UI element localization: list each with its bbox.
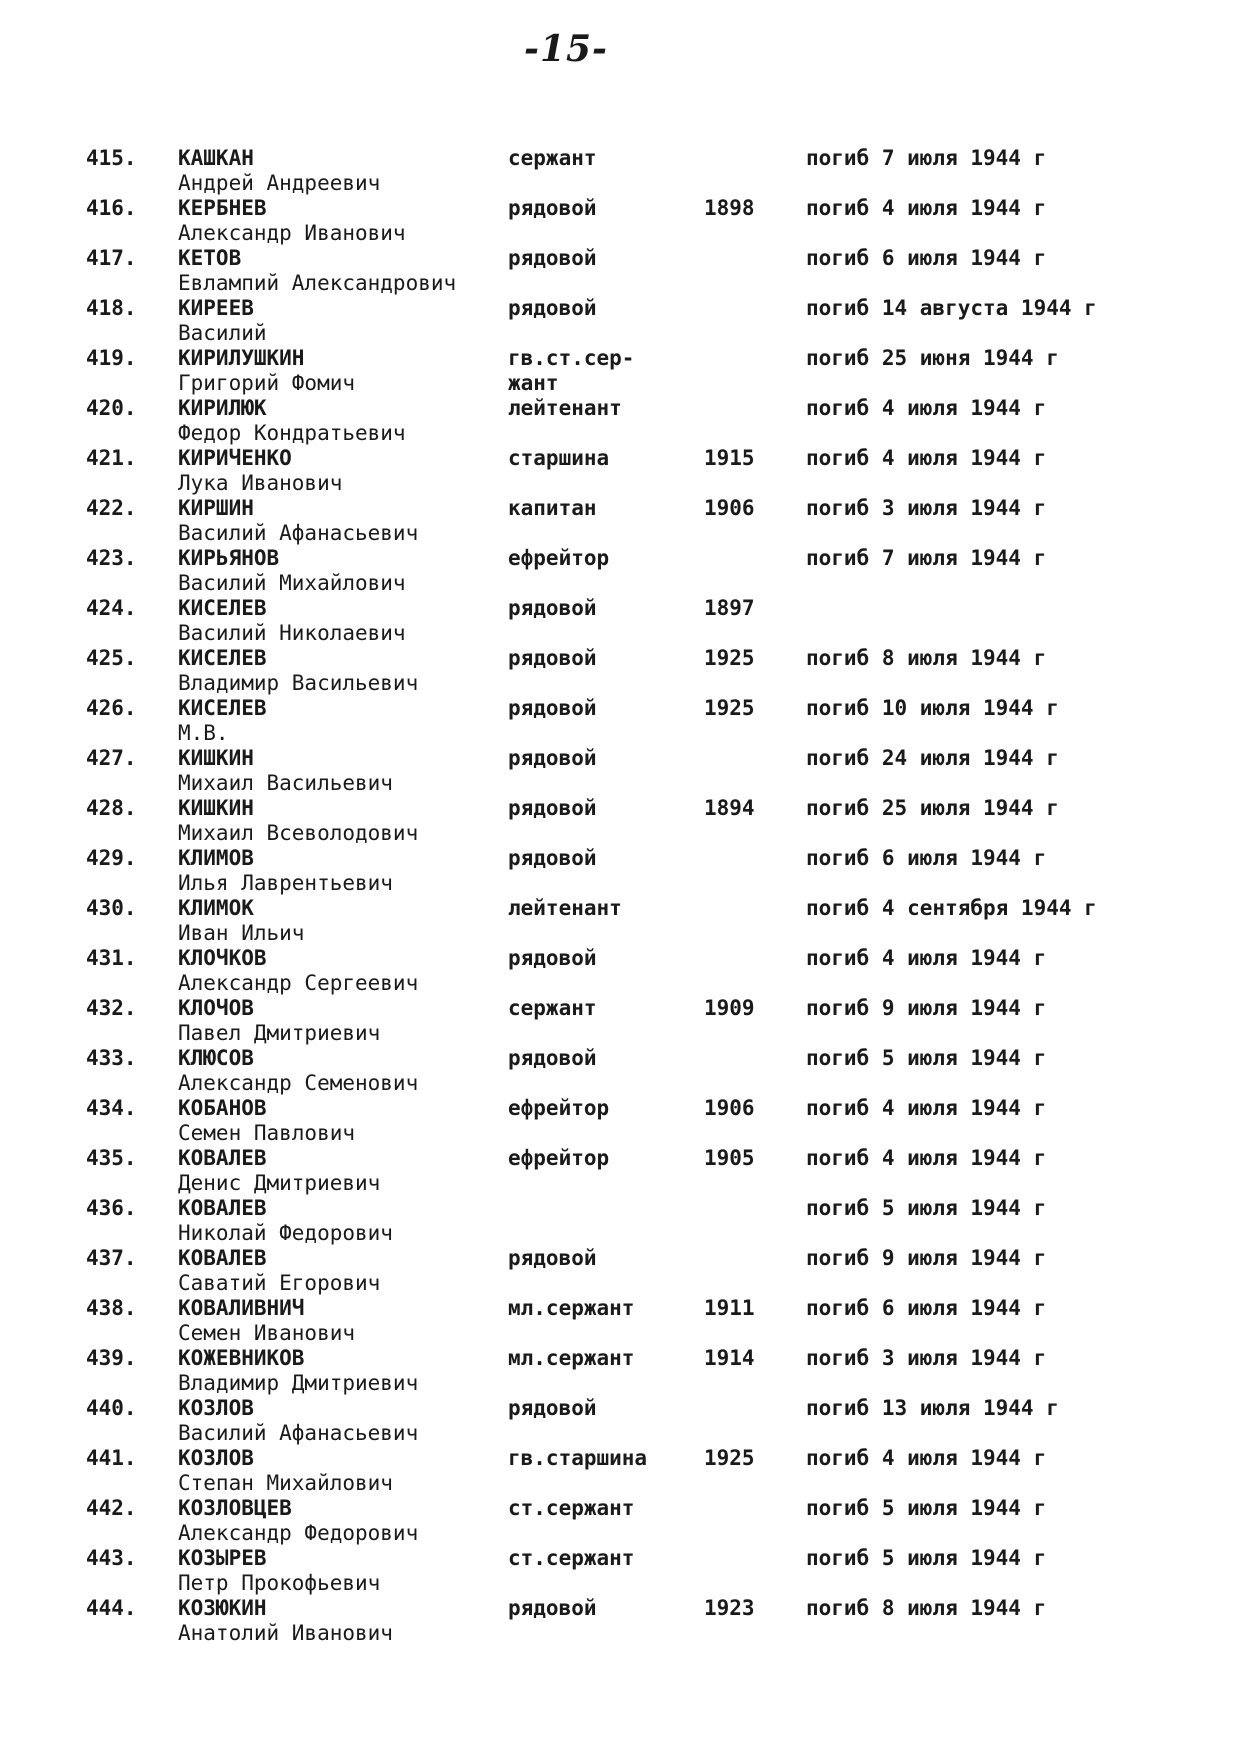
list-item xyxy=(0,1346,1236,1396)
list-item xyxy=(0,246,1236,296)
birth-year: 1897 xyxy=(704,596,755,620)
list-item xyxy=(0,446,1236,496)
given-names: Павел Дмитриевич xyxy=(178,1021,381,1045)
given-names: Денис Дмитриевич xyxy=(178,1171,381,1195)
birth-year: 1905 xyxy=(704,1146,755,1170)
fate: погиб 9 июля 1944 г xyxy=(806,1246,1047,1270)
list-item xyxy=(0,496,1236,546)
surname: КОЗЮКИН xyxy=(178,1596,267,1620)
entry-number: 430. xyxy=(86,896,137,920)
rank: рядовой xyxy=(508,746,597,770)
fate: погиб 6 июля 1944 г xyxy=(806,1296,1047,1320)
rank: рядовой xyxy=(508,1246,597,1270)
rank: рядовой xyxy=(508,246,597,270)
entry-number: 418. xyxy=(86,296,137,320)
rank: ефрейтор xyxy=(508,546,610,570)
list-item xyxy=(0,1296,1236,1346)
entry-number: 428. xyxy=(86,796,137,820)
list-item xyxy=(0,346,1236,396)
list-item xyxy=(0,1496,1236,1546)
fate: погиб 3 июля 1944 г xyxy=(806,1346,1047,1370)
rank: рядовой xyxy=(508,646,597,670)
given-names: Федор Кондратьевич xyxy=(178,421,406,445)
fate: погиб 7 июля 1944 г xyxy=(806,546,1047,570)
surname: КЕТОВ xyxy=(178,246,242,270)
rank: ст.сержант xyxy=(508,1546,635,1570)
birth-year: 1894 xyxy=(704,796,755,820)
given-names: Василий Афанасьевич xyxy=(178,521,419,545)
surname: КОВАЛЕВ xyxy=(178,1196,267,1220)
surname: КОВАЛЕВ xyxy=(178,1146,267,1170)
given-names: Лука Иванович xyxy=(178,471,343,495)
given-names: Владимир Дмитриевич xyxy=(178,1371,419,1395)
given-names: Петр Прокофьевич xyxy=(178,1571,381,1595)
surname: КЛИМОВ xyxy=(178,846,254,870)
rank: лейтенант xyxy=(508,896,622,920)
rank: рядовой xyxy=(508,196,597,220)
given-names: Василий Михайлович xyxy=(178,571,406,595)
fate: погиб 5 июля 1944 г xyxy=(806,1546,1047,1570)
given-names: Михаил Всеволодович xyxy=(178,821,419,845)
surname: КОБАНОВ xyxy=(178,1096,267,1120)
given-names: Евлампий Александрович xyxy=(178,271,457,295)
fate: погиб 4 июля 1944 г xyxy=(806,946,1047,970)
entry-number: 420. xyxy=(86,396,137,420)
surname: КИШКИН xyxy=(178,796,254,820)
birth-year: 1915 xyxy=(704,446,755,470)
rank: рядовой xyxy=(508,696,597,720)
list-item xyxy=(0,746,1236,796)
birth-year: 1923 xyxy=(704,1596,755,1620)
rank-continuation: жант xyxy=(508,371,559,395)
entry-number: 435. xyxy=(86,1146,137,1170)
list-item xyxy=(0,1246,1236,1296)
given-names: Василий Афанасьевич xyxy=(178,1421,419,1445)
fate: погиб 13 июля 1944 г xyxy=(806,1396,1059,1420)
rank: сержант xyxy=(508,996,597,1020)
birth-year: 1906 xyxy=(704,496,755,520)
list-item xyxy=(0,946,1236,996)
rank: ефрейтор xyxy=(508,1096,610,1120)
rank: рядовой xyxy=(508,1046,597,1070)
surname: КИРИЧЕНКО xyxy=(178,446,292,470)
casualty-list xyxy=(0,146,1236,1646)
given-names: Василий Николаевич xyxy=(178,621,406,645)
entry-number: 439. xyxy=(86,1346,137,1370)
fate: погиб 8 июля 1944 г xyxy=(806,1596,1047,1620)
fate: погиб 7 июля 1944 г xyxy=(806,146,1047,170)
entry-number: 441. xyxy=(86,1446,137,1470)
birth-year: 1911 xyxy=(704,1296,755,1320)
fate: погиб 6 июля 1944 г xyxy=(806,846,1047,870)
page-number: -15- xyxy=(524,28,608,70)
given-names: Николай Федорович xyxy=(178,1221,393,1245)
list-item xyxy=(0,396,1236,446)
birth-year: 1925 xyxy=(704,696,755,720)
list-item xyxy=(0,1096,1236,1146)
list-item xyxy=(0,846,1236,896)
surname: КЛЮСОВ xyxy=(178,1046,254,1070)
surname: КОЗЛОВЦЕВ xyxy=(178,1496,292,1520)
list-item xyxy=(0,1396,1236,1446)
list-item xyxy=(0,896,1236,946)
entry-number: 432. xyxy=(86,996,137,1020)
rank: рядовой xyxy=(508,946,597,970)
rank: рядовой xyxy=(508,296,597,320)
given-names: Иван Ильич xyxy=(178,921,305,945)
rank: мл.сержант xyxy=(508,1296,635,1320)
given-names: Саватий Егорович xyxy=(178,1271,381,1295)
list-item xyxy=(0,1046,1236,1096)
given-names: Семен Иванович xyxy=(178,1321,356,1345)
birth-year: 1909 xyxy=(704,996,755,1020)
surname: КОВАЛЕВ xyxy=(178,1246,267,1270)
birth-year: 1914 xyxy=(704,1346,755,1370)
surname: КИСЕЛЕВ xyxy=(178,596,267,620)
birth-year: 1925 xyxy=(704,1446,755,1470)
rank: старшина xyxy=(508,446,610,470)
fate: погиб 4 июля 1944 г xyxy=(806,396,1047,420)
list-item xyxy=(0,646,1236,696)
surname: КОЖЕВНИКОВ xyxy=(178,1346,305,1370)
fate: погиб 5 июля 1944 г xyxy=(806,1046,1047,1070)
given-names: Анатолий Иванович xyxy=(178,1621,393,1645)
list-item xyxy=(0,146,1236,196)
list-item xyxy=(0,1446,1236,1496)
list-item xyxy=(0,546,1236,596)
fate: погиб 5 июля 1944 г xyxy=(806,1196,1047,1220)
rank: капитан xyxy=(508,496,597,520)
given-names: М.В. xyxy=(178,721,229,745)
list-item xyxy=(0,196,1236,246)
entry-number: 438. xyxy=(86,1296,137,1320)
entry-number: 423. xyxy=(86,546,137,570)
surname: КОЗЛОВ xyxy=(178,1396,254,1420)
entry-number: 425. xyxy=(86,646,137,670)
birth-year: 1925 xyxy=(704,646,755,670)
surname: КОВАЛИВНИЧ xyxy=(178,1296,305,1320)
entry-number: 431. xyxy=(86,946,137,970)
rank: ст.сержант xyxy=(508,1496,635,1520)
list-item xyxy=(0,1596,1236,1646)
surname: КОЗЛОВ xyxy=(178,1446,254,1470)
list-item xyxy=(0,1196,1236,1246)
given-names: Степан Михайлович xyxy=(178,1471,393,1495)
entry-number: 436. xyxy=(86,1196,137,1220)
entry-number: 443. xyxy=(86,1546,137,1570)
surname: КЛОЧОВ xyxy=(178,996,254,1020)
entry-number: 416. xyxy=(86,196,137,220)
fate: погиб 4 июля 1944 г xyxy=(806,1096,1047,1120)
list-item xyxy=(0,796,1236,846)
fate: погиб 4 июля 1944 г xyxy=(806,1446,1047,1470)
rank: рядовой xyxy=(508,596,597,620)
given-names: Александр Иванович xyxy=(178,221,406,245)
surname: КЛИМОК xyxy=(178,896,254,920)
given-names: Михаил Васильевич xyxy=(178,771,393,795)
list-item xyxy=(0,1146,1236,1196)
surname: КИШКИН xyxy=(178,746,254,770)
rank: рядовой xyxy=(508,796,597,820)
list-item xyxy=(0,1546,1236,1596)
entry-number: 434. xyxy=(86,1096,137,1120)
fate: погиб 25 июня 1944 г xyxy=(806,346,1059,370)
rank: гв.старшина xyxy=(508,1446,648,1470)
entry-number: 417. xyxy=(86,246,137,270)
fate: погиб 8 июля 1944 г xyxy=(806,646,1047,670)
surname: КЛОЧКОВ xyxy=(178,946,267,970)
fate: погиб 14 августа 1944 г xyxy=(806,296,1097,320)
entry-number: 444. xyxy=(86,1596,137,1620)
fate: погиб 6 июля 1944 г xyxy=(806,246,1047,270)
entry-number: 440. xyxy=(86,1396,137,1420)
surname: КИРШИН xyxy=(178,496,254,520)
rank: рядовой xyxy=(508,846,597,870)
given-names: Александр Семенович xyxy=(178,1071,419,1095)
list-item xyxy=(0,696,1236,746)
given-names: Андрей Андреевич xyxy=(178,171,381,195)
birth-year: 1898 xyxy=(704,196,755,220)
rank: рядовой xyxy=(508,1396,597,1420)
rank: сержант xyxy=(508,146,597,170)
rank: рядовой xyxy=(508,1596,597,1620)
entry-number: 422. xyxy=(86,496,137,520)
given-names: Александр Федорович xyxy=(178,1521,419,1545)
surname: КИРЬЯНОВ xyxy=(178,546,280,570)
entry-number: 419. xyxy=(86,346,137,370)
entry-number: 433. xyxy=(86,1046,137,1070)
rank: гв.ст.сер- xyxy=(508,346,635,370)
given-names: Илья Лаврентьевич xyxy=(178,871,393,895)
rank: ефрейтор xyxy=(508,1146,610,1170)
surname: КИРЕЕВ xyxy=(178,296,254,320)
rank: лейтенант xyxy=(508,396,622,420)
fate: погиб 4 июля 1944 г xyxy=(806,446,1047,470)
fate: погиб 25 июля 1944 г xyxy=(806,796,1059,820)
given-names: Владимир Васильевич xyxy=(178,671,419,695)
entry-number: 442. xyxy=(86,1496,137,1520)
given-names: Семен Павлович xyxy=(178,1121,356,1145)
entry-number: 427. xyxy=(86,746,137,770)
fate: погиб 3 июля 1944 г xyxy=(806,496,1047,520)
fate: погиб 24 июля 1944 г xyxy=(806,746,1059,770)
given-names: Александр Сергеевич xyxy=(178,971,419,995)
fate: погиб 4 сентября 1944 г xyxy=(806,896,1097,920)
fate: погиб 4 июля 1944 г xyxy=(806,1146,1047,1170)
entry-number: 437. xyxy=(86,1246,137,1270)
surname: КОЗЫРЕВ xyxy=(178,1546,267,1570)
birth-year: 1906 xyxy=(704,1096,755,1120)
entry-number: 429. xyxy=(86,846,137,870)
entry-number: 424. xyxy=(86,596,137,620)
given-names: Григорий Фомич xyxy=(178,371,356,395)
rank: мл.сержант xyxy=(508,1346,635,1370)
list-item xyxy=(0,296,1236,346)
surname: КИРИЛУШКИН xyxy=(178,346,305,370)
fate: погиб 9 июля 1944 г xyxy=(806,996,1047,1020)
given-names: Василий xyxy=(178,321,267,345)
list-item xyxy=(0,996,1236,1046)
fate: погиб 5 июля 1944 г xyxy=(806,1496,1047,1520)
surname: КИСЕЛЕВ xyxy=(178,696,267,720)
surname: КАШКАН xyxy=(178,146,254,170)
fate: погиб 10 июля 1944 г xyxy=(806,696,1059,720)
list-item xyxy=(0,596,1236,646)
surname: КИРИЛЮК xyxy=(178,396,267,420)
entry-number: 415. xyxy=(86,146,137,170)
surname: КЕРБНЕВ xyxy=(178,196,267,220)
fate: погиб 4 июля 1944 г xyxy=(806,196,1047,220)
entry-number: 421. xyxy=(86,446,137,470)
surname: КИСЕЛЕВ xyxy=(178,646,267,670)
entry-number: 426. xyxy=(86,696,137,720)
